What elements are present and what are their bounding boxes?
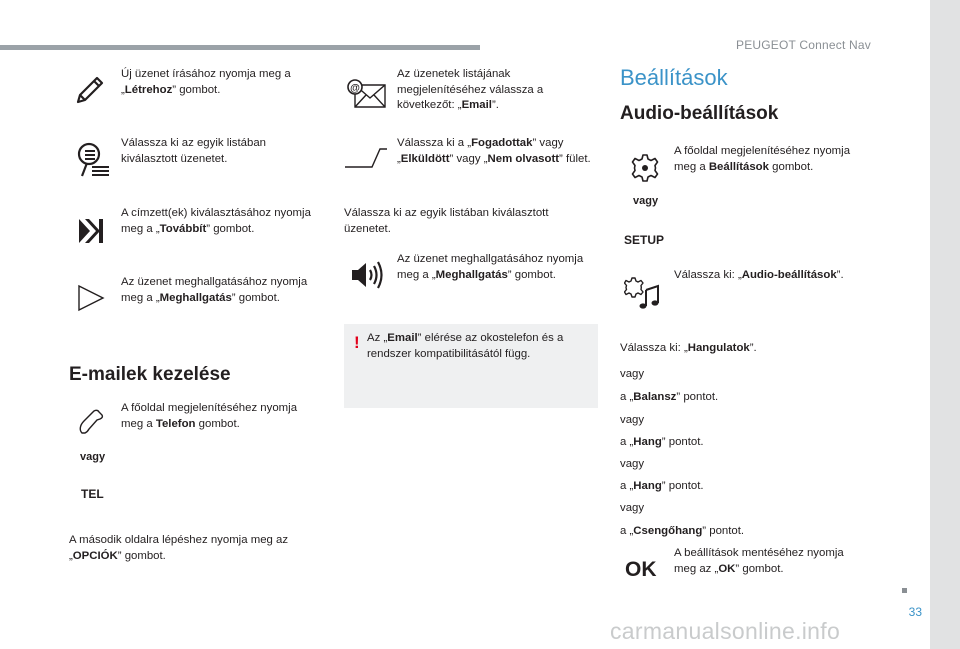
gear-icon (630, 153, 660, 183)
or-line-2: vagy (620, 414, 645, 426)
sound-line-1: a „Hang” pontot. (620, 436, 704, 448)
top-rule (0, 45, 480, 50)
create-instruction: Új üzenet írásához nyomja meg a „Létrehoz” gombot. (121, 68, 291, 96)
warning-icon: ! (354, 333, 360, 352)
page-marker (902, 588, 907, 593)
audio-settings-icon (624, 276, 662, 310)
page-title: Beállítások (620, 65, 728, 90)
audio-section-heading: Audio-beállítások (620, 103, 779, 124)
select-list-paragraph: Válassza ki az egyik listában kiválasztott üzenetet. (344, 207, 549, 235)
watermark: carmanualsonline.info (610, 618, 841, 644)
ambience-line: Válassza ki: „Hangulatok”. (620, 342, 757, 354)
svg-text:@: @ (350, 83, 360, 94)
or-line-1: vagy (620, 368, 645, 380)
balance-line: a „Balansz” pontot. (620, 391, 719, 403)
save-instruction: A beállítások mentéséhez nyomja meg az „OK” gombot. (674, 547, 844, 575)
sound-line-2: a „Hang” pontot. (620, 480, 704, 492)
or-line-3: vagy (620, 458, 645, 470)
play-icon (76, 283, 106, 313)
setup-button-label: SETUP (624, 233, 665, 247)
tabs-instruction: Válassza ki a „Fogadottak” vagy „Elküldött” vagy „Nem olvasott” fület. (397, 137, 591, 165)
options-instruction: A második oldalra lépéshez nyomja meg az „OPCIÓK” gombot. (69, 534, 289, 562)
speaker-icon (349, 259, 385, 291)
tel-button-label: TEL (81, 487, 104, 501)
or-label-settings: vagy (633, 195, 659, 207)
listen-message-instruction: Az üzenet meghallgatásához nyomja meg a „Meghallgatás” gombot. (397, 253, 584, 281)
listen-instruction: Az üzenet meghallgatásához nyomja meg a „Meghallgatás” gombot. (121, 276, 308, 304)
tabs-icon (344, 145, 388, 171)
list-select-icon (75, 140, 111, 180)
email-list-instruction: Az üzenetek listájának megjelenítéséhez válassza a következőt: „Email”. (397, 68, 544, 111)
phone-instruction: A főoldal megjelenítéséhez nyomja meg a Telefon gombot. (121, 402, 298, 430)
audio-settings-instruction: Válassza ki: „Audio-beállítások”. (674, 269, 844, 281)
forward-icon (76, 216, 106, 246)
select-message-text: Válassza ki az egyik listában kiválasztott üzenetet. (121, 137, 266, 165)
settings-instruction: A főoldal megjelenítéséhez nyomja meg a Beállítások gombot. (674, 145, 851, 173)
forward-instruction: A címzett(ek) kiválasztásához nyomja meg a „Továbbít” gombot. (121, 207, 311, 235)
page-header: PEUGEOT Connect Nav (736, 38, 871, 52)
note-text: Az „Email” elérése az okostelefon és a rendszer kompatibilitásától függ. (367, 332, 564, 360)
ringtone-line: a „Csengőhang” pontot. (620, 525, 745, 537)
email-icon (347, 79, 387, 109)
page-edge-strip (930, 0, 960, 649)
or-line-4: vagy (620, 502, 645, 514)
page-number: 33 (908, 605, 922, 619)
or-label: vagy (80, 451, 106, 463)
phone-icon (77, 408, 107, 438)
ok-button-label: OK (625, 558, 657, 581)
email-section-heading: E-mailek kezelése (69, 364, 231, 385)
compatibility-note (344, 324, 598, 408)
pencil-icon (74, 74, 106, 106)
